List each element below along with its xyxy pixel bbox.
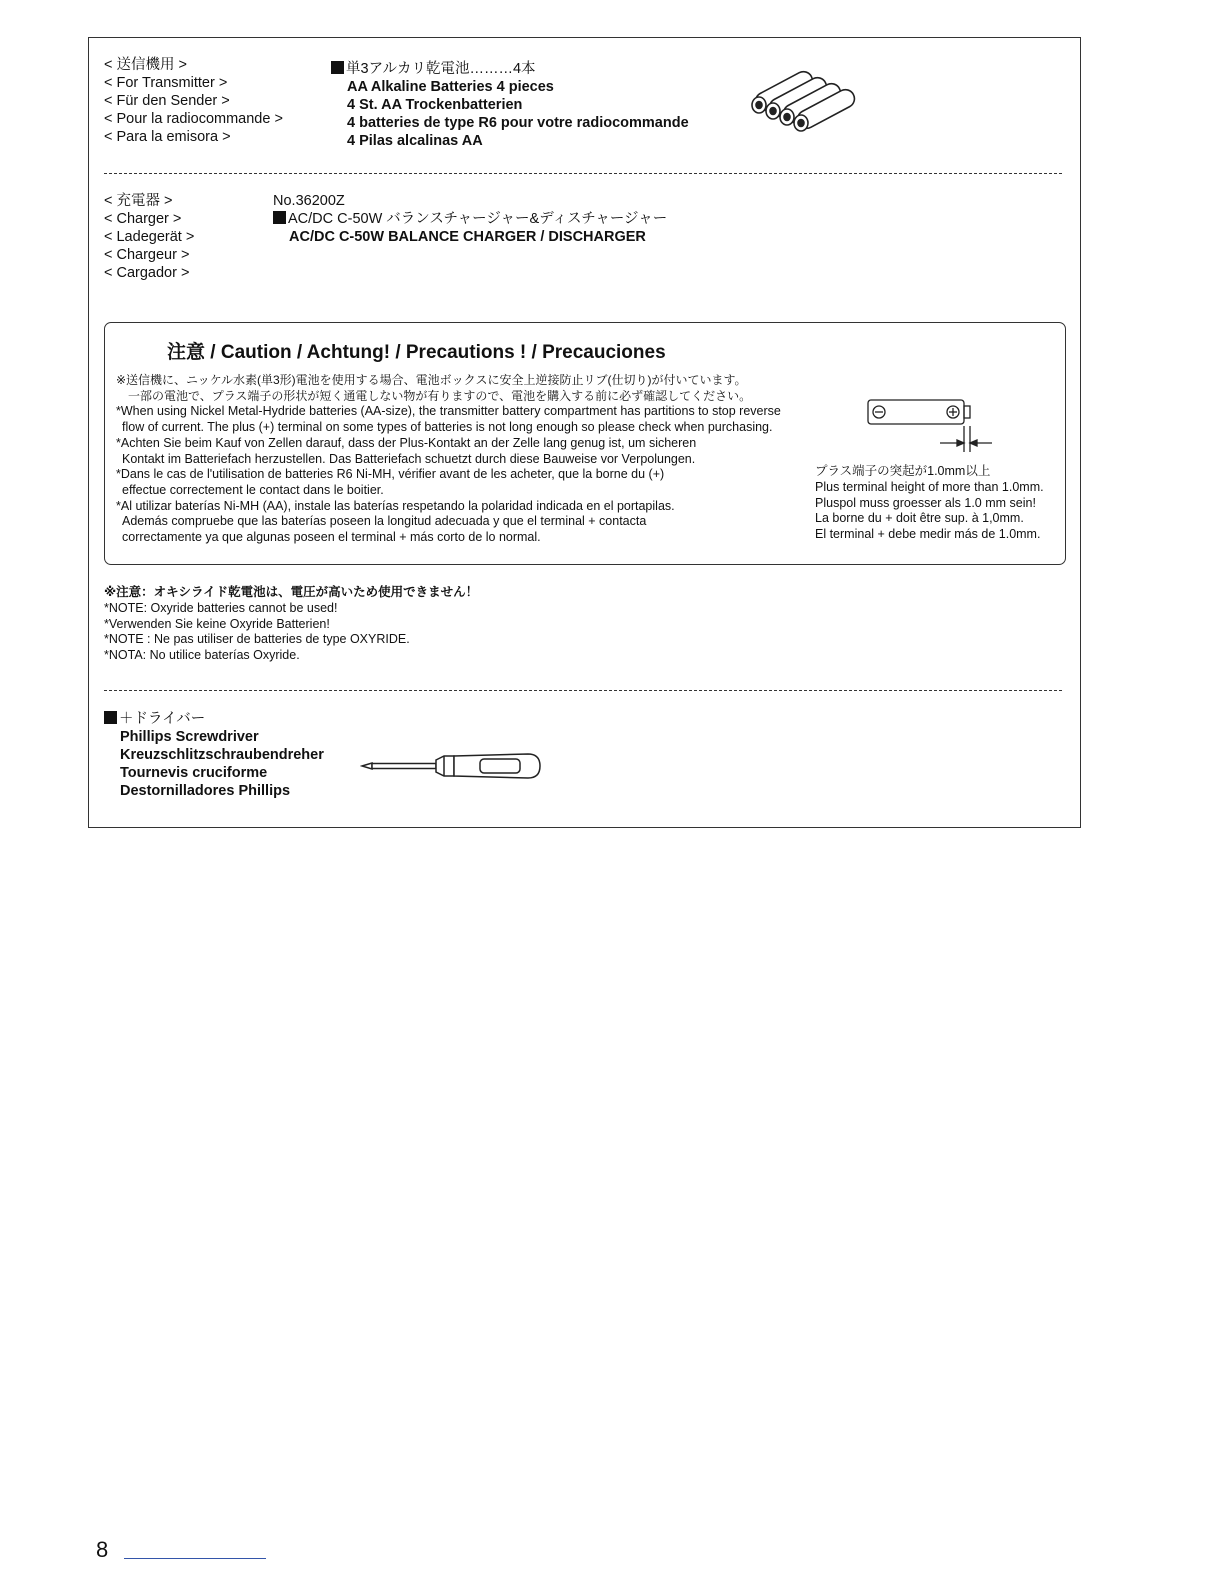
label-fr: < Chargeur > <box>104 247 190 263</box>
note-jp: ※注意：オキシライド乾電池は、電圧が高いため使用できません！ <box>104 585 479 599</box>
label-en: < Charger > <box>104 211 182 227</box>
caution-line: effectue correctement le contact dans le boitier. <box>122 482 384 497</box>
item-jp-text: AC/DC C-50W バランスチャージャー&ディスチャージャー <box>288 211 668 227</box>
item-jp-text: 単3アルカリ乾電池………4本 <box>346 61 536 77</box>
label-de: < Ladegerät > <box>104 229 195 245</box>
caution-text <box>116 373 781 546</box>
section-divider <box>104 690 1062 691</box>
caution-title <box>167 337 666 364</box>
oxyride-note <box>104 584 478 664</box>
terminal-line: La borne du + doit être sup. à 1,0mm. <box>815 511 1024 526</box>
terminal-line-jp: プラス端子の突起が1.0mm以上 <box>815 464 991 478</box>
screwdriver-item <box>104 710 324 800</box>
item-line: Tournevis cruciforme <box>120 765 268 781</box>
charger-item <box>273 192 667 246</box>
item-jp-text: ＋ドライバー <box>119 711 206 727</box>
item-line: AA Alkaline Batteries 4 pieces <box>347 79 554 95</box>
item-en: AC/DC C-50W BALANCE CHARGER / DISCHARGER <box>289 229 646 245</box>
section-divider <box>104 173 1062 174</box>
caution-line: *When using Nickel Metal-Hydride batteries (AA-size), the transmitter battery compartment has partitions to stop reverse <box>116 404 781 419</box>
item-line: 4 batteries de type R6 pour votre radiocommande <box>347 115 689 131</box>
label-de: < Für den Sender > <box>104 93 230 109</box>
label-es: < Cargador > <box>104 265 190 281</box>
transmitter-item <box>331 60 689 150</box>
item-jp <box>331 60 689 78</box>
caution-line: Además compruebe que las baterías poseen la longitud adecuada y que el terminal + contacta <box>122 514 647 529</box>
label-jp: < 送信機用 > <box>104 57 187 73</box>
caution-line: flow of current. The plus (+) terminal on some types of batteries is not long enough so please check when purchasing. <box>122 420 773 435</box>
item-line: Kreuzschlitzschraubendreher <box>120 747 324 763</box>
bullet-square-icon <box>104 711 117 724</box>
caution-line: Kontakt im Batteriefach herzustellen. Das Batteriefach schuetzt durch diese Bauweise vor Verpolungen. <box>122 451 696 466</box>
note-line: *NOTE : Ne pas utiliser de batteries de type OXYRIDE. <box>104 632 410 647</box>
bullet-square-icon <box>273 211 286 224</box>
part-number: No.36200Z <box>273 193 345 209</box>
terminal-line: Pluspol muss groesser als 1.0 mm sein! <box>815 495 1036 510</box>
caution-line: 一部の電池で、プラス端子の形状が短く通電しない物が有りますので、電池を購入する前に必ず確認してください。 <box>116 388 752 403</box>
item-line: 4 Pilas alcalinas AA <box>347 133 483 149</box>
label-en: < For Transmitter > <box>104 75 228 91</box>
label-jp: < 充電器 > <box>104 193 173 209</box>
item-line: 4 St. AA Trockenbatterien <box>347 97 523 113</box>
terminal-line: El terminal + debe medir más de 1.0mm. <box>815 527 1041 542</box>
phillips-screwdriver-illustration <box>360 748 545 784</box>
item-jp <box>273 210 667 228</box>
caution-line: *Dans le cas de l'utilisation de batteries R6 Ni-MH, vérifier avant de les acheter, que la borne du (+) <box>116 467 665 482</box>
note-line: *NOTA: No utilice baterías Oxyride. <box>104 648 300 663</box>
terminal-line: Plus terminal height of more than 1.0mm. <box>815 480 1044 494</box>
note-line: *Verwenden Sie keine Oxyride Batterien! <box>104 616 330 631</box>
label-fr: < Pour la radiocommande > <box>104 111 283 127</box>
caution-line: correctamente ya que algunas poseen el terminal + más corto de lo normal. <box>122 530 541 545</box>
note-line: *NOTE: Oxyride batteries cannot be used! <box>104 601 338 615</box>
caution-title-jp: 注意 / <box>167 342 216 363</box>
charger-labels <box>104 192 194 282</box>
page-footer-line <box>124 1558 266 1559</box>
item-line: Phillips Screwdriver <box>120 729 259 745</box>
battery-terminal-diagram <box>862 396 1002 456</box>
aa-batteries-illustration <box>745 60 875 135</box>
caution-line: *Al utilizar baterías Ni-MH (AA), instale las baterías respetando la polaridad indicada en el portapilas. <box>116 498 675 513</box>
item-line: Destornilladores Phillips <box>120 783 291 799</box>
label-es: < Para la emisora > <box>104 129 231 145</box>
caution-line: ※送信機に、ニッケル水素(単3形)電池を使用する場合、電池ボックスに安全上逆接防止リブ(仕切り)が付いています。 <box>116 373 747 387</box>
bullet-square-icon <box>331 61 344 74</box>
caution-title-rest: Caution / Achtung! / Precautions ! / Precauciones <box>215 342 666 363</box>
caution-line: *Achten Sie beim Kauf von Zellen darauf, dass der Plus-Kontakt an der Zelle lang genug ist, um sicheren <box>116 435 697 450</box>
item-jp <box>104 710 324 728</box>
transmitter-labels <box>104 56 283 146</box>
terminal-note <box>815 462 1044 543</box>
page-number: 8 <box>96 1537 109 1562</box>
